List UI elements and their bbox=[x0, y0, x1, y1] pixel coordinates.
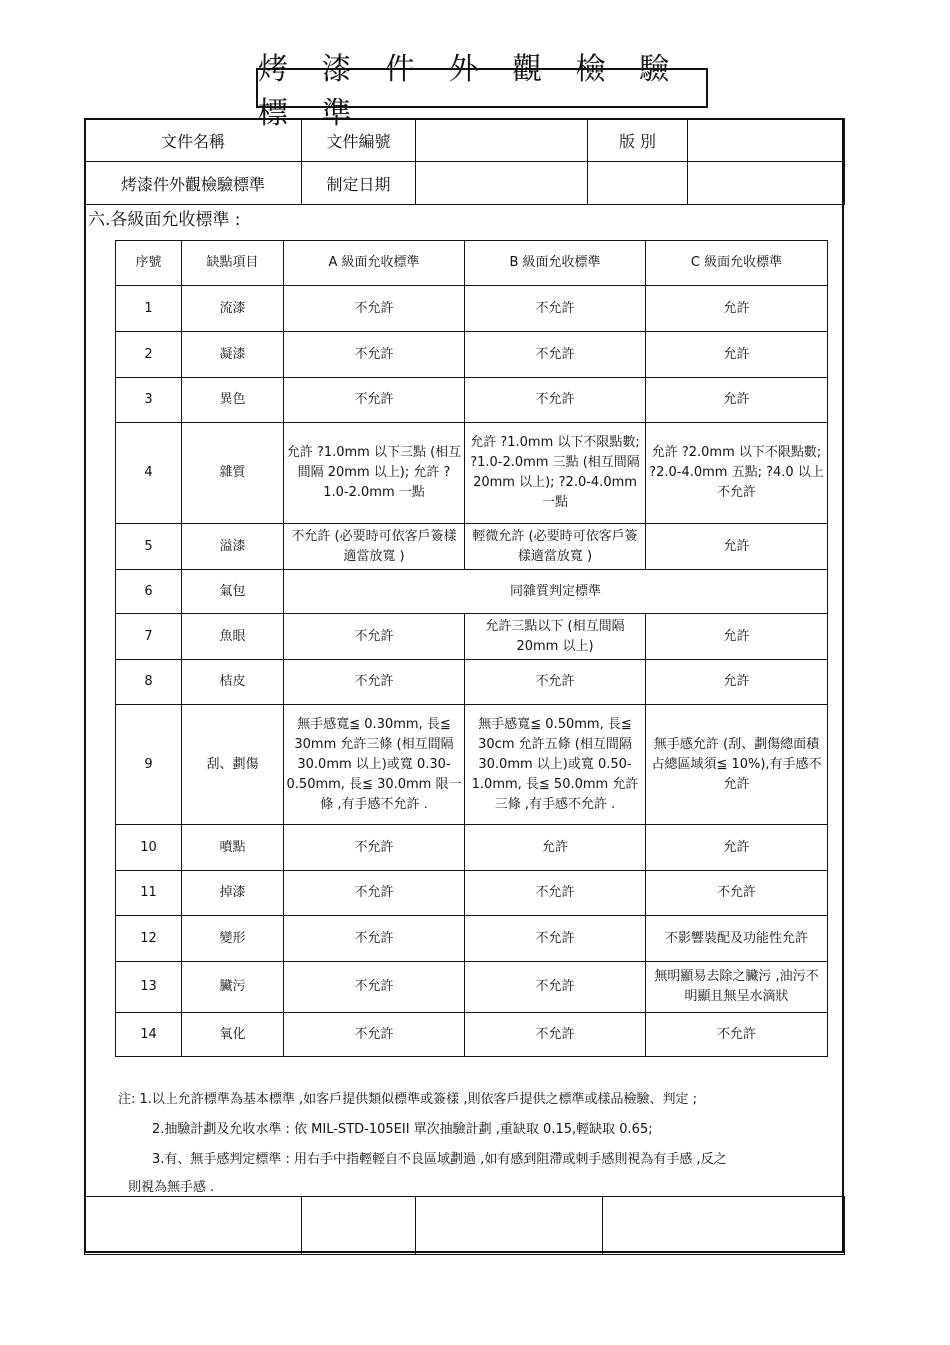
grade-c-criteria: 不允許 bbox=[646, 1013, 828, 1057]
defect-item: 氣包 bbox=[182, 570, 284, 614]
defect-item: 變形 bbox=[182, 916, 284, 962]
grade-a-criteria: 不允許 bbox=[284, 916, 465, 962]
defect-item: 掉漆 bbox=[182, 871, 284, 916]
row-number: 3 bbox=[116, 378, 182, 423]
grade-b-criteria: 不允許 bbox=[465, 378, 646, 423]
table-row bbox=[116, 825, 828, 871]
grade-b-criteria: 不允許 bbox=[465, 916, 646, 962]
note-1: 注: 1.以上允許標準為基本標準 ,如客戶提供類似標準或簽樣 ,則依客戶提供之標準或樣品檢驗、判定 ; bbox=[118, 1092, 697, 1107]
doc-no-label: 文件編號 bbox=[302, 119, 416, 162]
row-number: 8 bbox=[116, 660, 182, 705]
grade-a-criteria: 不允許 bbox=[284, 1013, 465, 1057]
merged-criteria: 同雜質判定標準 bbox=[284, 570, 828, 614]
note-3: 3.有、無手感判定標準 : 用右手中指輕輕自不良區域劃過 ,如有感到阻滯或刺手感則視為有手感 ,反之 bbox=[152, 1152, 727, 1167]
table-row bbox=[116, 660, 828, 705]
grade-a-criteria: 不允許 bbox=[284, 825, 465, 871]
grade-c-criteria: 無明顯易去除之臟污 ,油污不明顯且無呈水滴狀 bbox=[646, 962, 828, 1013]
row-number: 13 bbox=[116, 962, 182, 1013]
defect-item: 雜質 bbox=[182, 423, 284, 524]
grade-b-criteria: 無手感寬≦ 0.50mm, 長≦ 30cm 允許五條 (相互間隔 30.0mm 以上)或寬 0.50-1.0mm, 長≦ 50.0mm 允許三條 ,有手感不允許 . bbox=[465, 705, 646, 825]
header-table bbox=[84, 118, 845, 205]
grade-a-criteria: 不允許 bbox=[284, 332, 465, 378]
table-row bbox=[116, 286, 828, 332]
grade-c-criteria: 不影響裝配及功能性允許 bbox=[646, 916, 828, 962]
section-title: 六.各級面允收標準 : bbox=[88, 210, 241, 230]
table-row bbox=[116, 871, 828, 916]
row-number: 7 bbox=[116, 614, 182, 660]
grade-c-criteria: 允許 bbox=[646, 524, 828, 570]
table-row bbox=[116, 332, 828, 378]
grade-a-criteria: 不允許 bbox=[284, 871, 465, 916]
doc-name-value: 烤漆件外觀檢驗標準 bbox=[85, 162, 302, 205]
grade-b-criteria: 不允許 bbox=[465, 286, 646, 332]
grade-a-criteria: 不允許 bbox=[284, 660, 465, 705]
table-row bbox=[116, 423, 828, 524]
table-row bbox=[116, 570, 828, 614]
defect-item: 異色 bbox=[182, 378, 284, 423]
defect-item: 凝漆 bbox=[182, 332, 284, 378]
table-row bbox=[116, 962, 828, 1013]
notes bbox=[118, 1085, 828, 1203]
row-number: 5 bbox=[116, 524, 182, 570]
document-title: 烤 漆 件 外 觀 檢 驗 標 準 bbox=[256, 68, 708, 108]
grade-a-criteria: 不允許 (必要時可依客戶簽樣適當放寬 ) bbox=[284, 524, 465, 570]
note-3-continued: 則視為無手感 . bbox=[128, 1180, 215, 1195]
table-row bbox=[116, 378, 828, 423]
grade-a-criteria: 不允許 bbox=[284, 962, 465, 1013]
grade-c-criteria: 允許 bbox=[646, 378, 828, 423]
table-header-row bbox=[116, 241, 828, 286]
footer-signature-table bbox=[84, 1196, 845, 1255]
defect-item: 溢漆 bbox=[182, 524, 284, 570]
row-number: 1 bbox=[116, 286, 182, 332]
defect-item: 桔皮 bbox=[182, 660, 284, 705]
table-row bbox=[116, 1013, 828, 1057]
defect-item: 流漆 bbox=[182, 286, 284, 332]
grade-c-criteria: 允許 bbox=[646, 286, 828, 332]
defect-item: 氧化 bbox=[182, 1013, 284, 1057]
grade-b-criteria: 允許 bbox=[465, 825, 646, 871]
table-row bbox=[116, 524, 828, 570]
row-number: 4 bbox=[116, 423, 182, 524]
grade-c-criteria: 允許 bbox=[646, 332, 828, 378]
grade-c-criteria: 允許 bbox=[646, 660, 828, 705]
defect-item: 魚眼 bbox=[182, 614, 284, 660]
grade-b-criteria: 不允許 bbox=[465, 660, 646, 705]
grade-b-criteria: 輕微允許 (必要時可依客戶簽樣適當放寬 ) bbox=[465, 524, 646, 570]
grade-b-criteria: 不允許 bbox=[465, 871, 646, 916]
row-number: 11 bbox=[116, 871, 182, 916]
grade-c-criteria: 允許 bbox=[646, 825, 828, 871]
defect-item: 刮、劃傷 bbox=[182, 705, 284, 825]
version-label: 版 別 bbox=[588, 119, 688, 162]
row-number: 14 bbox=[116, 1013, 182, 1057]
row-number: 10 bbox=[116, 825, 182, 871]
column-header: C 級面允收標準 bbox=[646, 241, 828, 286]
column-header: B 級面允收標準 bbox=[465, 241, 646, 286]
doc-name-label: 文件名稱 bbox=[85, 119, 302, 162]
grade-b-criteria: 不允許 bbox=[465, 332, 646, 378]
grade-a-criteria: 無手感寬≦ 0.30mm, 長≦ 30mm 允許三條 (相互間隔 30.0mm 以上)或寬 0.30-0.50mm, 長≦ 30.0mm 限一條 ,有手感不允許 . bbox=[284, 705, 465, 825]
criteria-table bbox=[115, 240, 828, 1057]
date-label: 制定日期 bbox=[302, 162, 416, 205]
grade-a-criteria: 不允許 bbox=[284, 378, 465, 423]
row-number: 2 bbox=[116, 332, 182, 378]
signature-cell bbox=[302, 1197, 416, 1255]
grade-c-criteria: 允許 bbox=[646, 614, 828, 660]
blank-cell bbox=[688, 162, 845, 205]
table-row bbox=[116, 705, 828, 825]
table-row bbox=[116, 916, 828, 962]
grade-a-criteria: 不允許 bbox=[284, 286, 465, 332]
signature-cell bbox=[85, 1197, 302, 1255]
grade-b-criteria: 不允許 bbox=[465, 962, 646, 1013]
row-number: 12 bbox=[116, 916, 182, 962]
grade-b-criteria: 不允許 bbox=[465, 1013, 646, 1057]
table-row bbox=[116, 614, 828, 660]
column-header: 缺點項目 bbox=[182, 241, 284, 286]
signature-cell bbox=[603, 1197, 845, 1255]
column-header: 序號 bbox=[116, 241, 182, 286]
blank-cell bbox=[588, 162, 688, 205]
defect-item: 臟污 bbox=[182, 962, 284, 1013]
grade-b-criteria: 允許三點以下 (相互間隔 20mm 以上) bbox=[465, 614, 646, 660]
grade-a-criteria: 不允許 bbox=[284, 614, 465, 660]
grade-b-criteria: 允許 ?1.0mm 以下不限點數; ?1.0-2.0mm 三點 (相互間隔 20mm 以上); ?2.0-4.0mm 一點 bbox=[465, 423, 646, 524]
defect-item: 噴點 bbox=[182, 825, 284, 871]
version-value bbox=[688, 119, 845, 162]
row-number: 6 bbox=[116, 570, 182, 614]
grade-c-criteria: 無手感允許 (刮、劃傷總面積占總區域須≦ 10%),有手感不允許 bbox=[646, 705, 828, 825]
column-header: A 級面允收標準 bbox=[284, 241, 465, 286]
grade-a-criteria: 允許 ?1.0mm 以下三點 (相互間隔 20mm 以上); 允許 ?1.0-2.0mm 一點 bbox=[284, 423, 465, 524]
grade-c-criteria: 允許 ?2.0mm 以下不限點數; ?2.0-4.0mm 五點; ?4.0 以上不允許 bbox=[646, 423, 828, 524]
date-value bbox=[416, 162, 588, 205]
signature-cell bbox=[416, 1197, 603, 1255]
row-number: 9 bbox=[116, 705, 182, 825]
grade-c-criteria: 不允許 bbox=[646, 871, 828, 916]
note-2: 2.抽驗計劃及允收水準 : 依 MIL-STD-105EII 單次抽驗計劃 ,重缺取 0.15,輕缺取 0.65; bbox=[152, 1122, 653, 1137]
doc-no-value bbox=[416, 119, 588, 162]
